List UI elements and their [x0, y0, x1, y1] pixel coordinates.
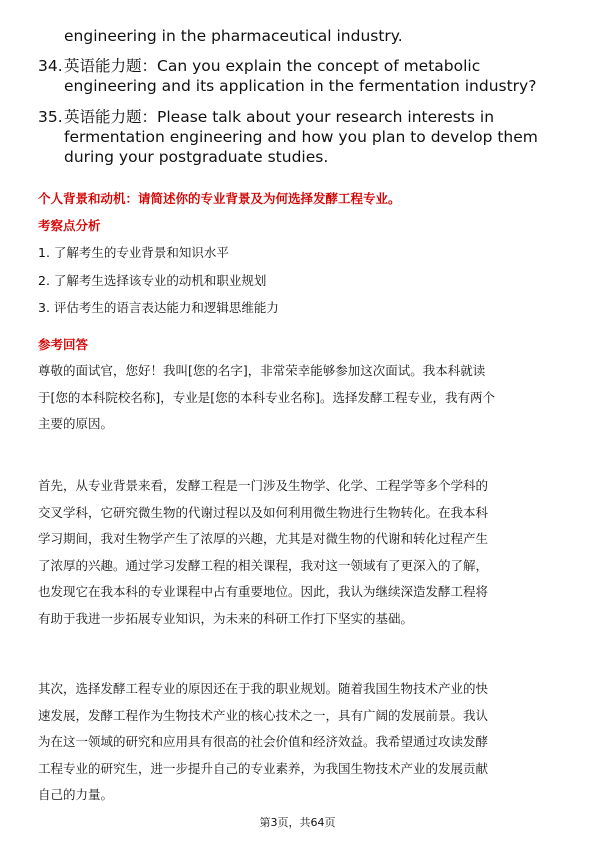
question-line: 英语能力题：Please talk about your research interests in [64, 108, 495, 126]
answer-paragraph-3 [38, 676, 558, 809]
analysis-point: 2. 了解考生选择该专业的动机和职业规划 [38, 273, 267, 288]
question-line: during your postgraduate studies. [64, 148, 329, 166]
analysis-heading: 考察点分析 [38, 218, 101, 233]
analysis-point: 1. 了解考生的专业背景和知识水平 [38, 245, 229, 260]
question-line: engineering and its application in the fermentation industry? [64, 77, 537, 95]
answer-heading: 参考回答 [38, 337, 89, 352]
paragraph-line: 尊敬的面试官，您好！我叫[您的名字]，非常荣幸能够参加这次面试。我本科就读 [38, 363, 486, 378]
analysis-point: 3. 评估考生的语言表达能力和逻辑思维能力 [38, 300, 279, 315]
paragraph-line: 有助于我进一步拓展专业知识，为未来的科研工作打下坚实的基础。 [38, 610, 414, 626]
question-number: 34. [38, 57, 63, 75]
paragraph-line: 于[您的本科院校名称]，专业是[您的本科专业名称]。选择发酵工程专业，我有两个 [38, 389, 496, 405]
paragraph-line: 为在这一领域的研究和应用具有很高的社会价值和经济效益。我希望通过攻读发酵 [38, 734, 489, 749]
question-number: 35. [38, 108, 63, 126]
paragraph-line: 了浓厚的兴趣。通过学习发酵工程的相关课程，我对这一领域有了更深入的了解， [38, 557, 489, 573]
paragraph-line: 速发展，发酵工程作为生物技术产业的核心技术之一，具有广阔的发展前景。我认 [38, 707, 489, 723]
paragraph-line: 也发现它在我本科的专业课程中占有重要地位。因此，我认为继续深造发酵工程将 [38, 584, 489, 599]
paragraph-line: 交叉学科，它研究微生物的代谢过程以及如何利用微生物进行生物转化。在我本科 [38, 504, 489, 520]
section-title: 个人背景和动机：请简述你的专业背景及为何选择发酵工程专业。 [38, 191, 401, 206]
question-continuation: engineering in the pharmaceutical industry. [64, 27, 403, 45]
question-line: fermentation engineering and how you plan to develop them [64, 128, 538, 146]
paragraph-line: 首先，从专业背景来看，发酵工程是一门涉及生物学、化学、工程学等多个学科的 [38, 478, 489, 493]
question-line: 英语能力题：Can you explain the concept of metabolic [64, 57, 481, 75]
answer-paragraph-1 [38, 358, 558, 438]
paragraph-line: 学习期间，我对生物学产生了浓厚的兴趣，尤其是对微生物的代谢和转化过程产生 [38, 531, 489, 546]
question-35 [38, 107, 563, 167]
paragraph-line: 工程专业的研究生，进一步提升自己的专业素养，为我国生物技术产业的发展贡献 [38, 760, 489, 776]
paragraph-line: 其次，选择发酵工程专业的原因还在于我的职业规划。随着我国生物技术产业的快 [38, 681, 489, 696]
question-34 [38, 56, 563, 96]
answer-paragraph-2 [38, 473, 558, 632]
paragraph-line: 自己的力量。 [38, 787, 114, 802]
page-footer: 第3页，共64页 [259, 816, 336, 829]
paragraph-line: 主要的原因。 [38, 416, 114, 431]
